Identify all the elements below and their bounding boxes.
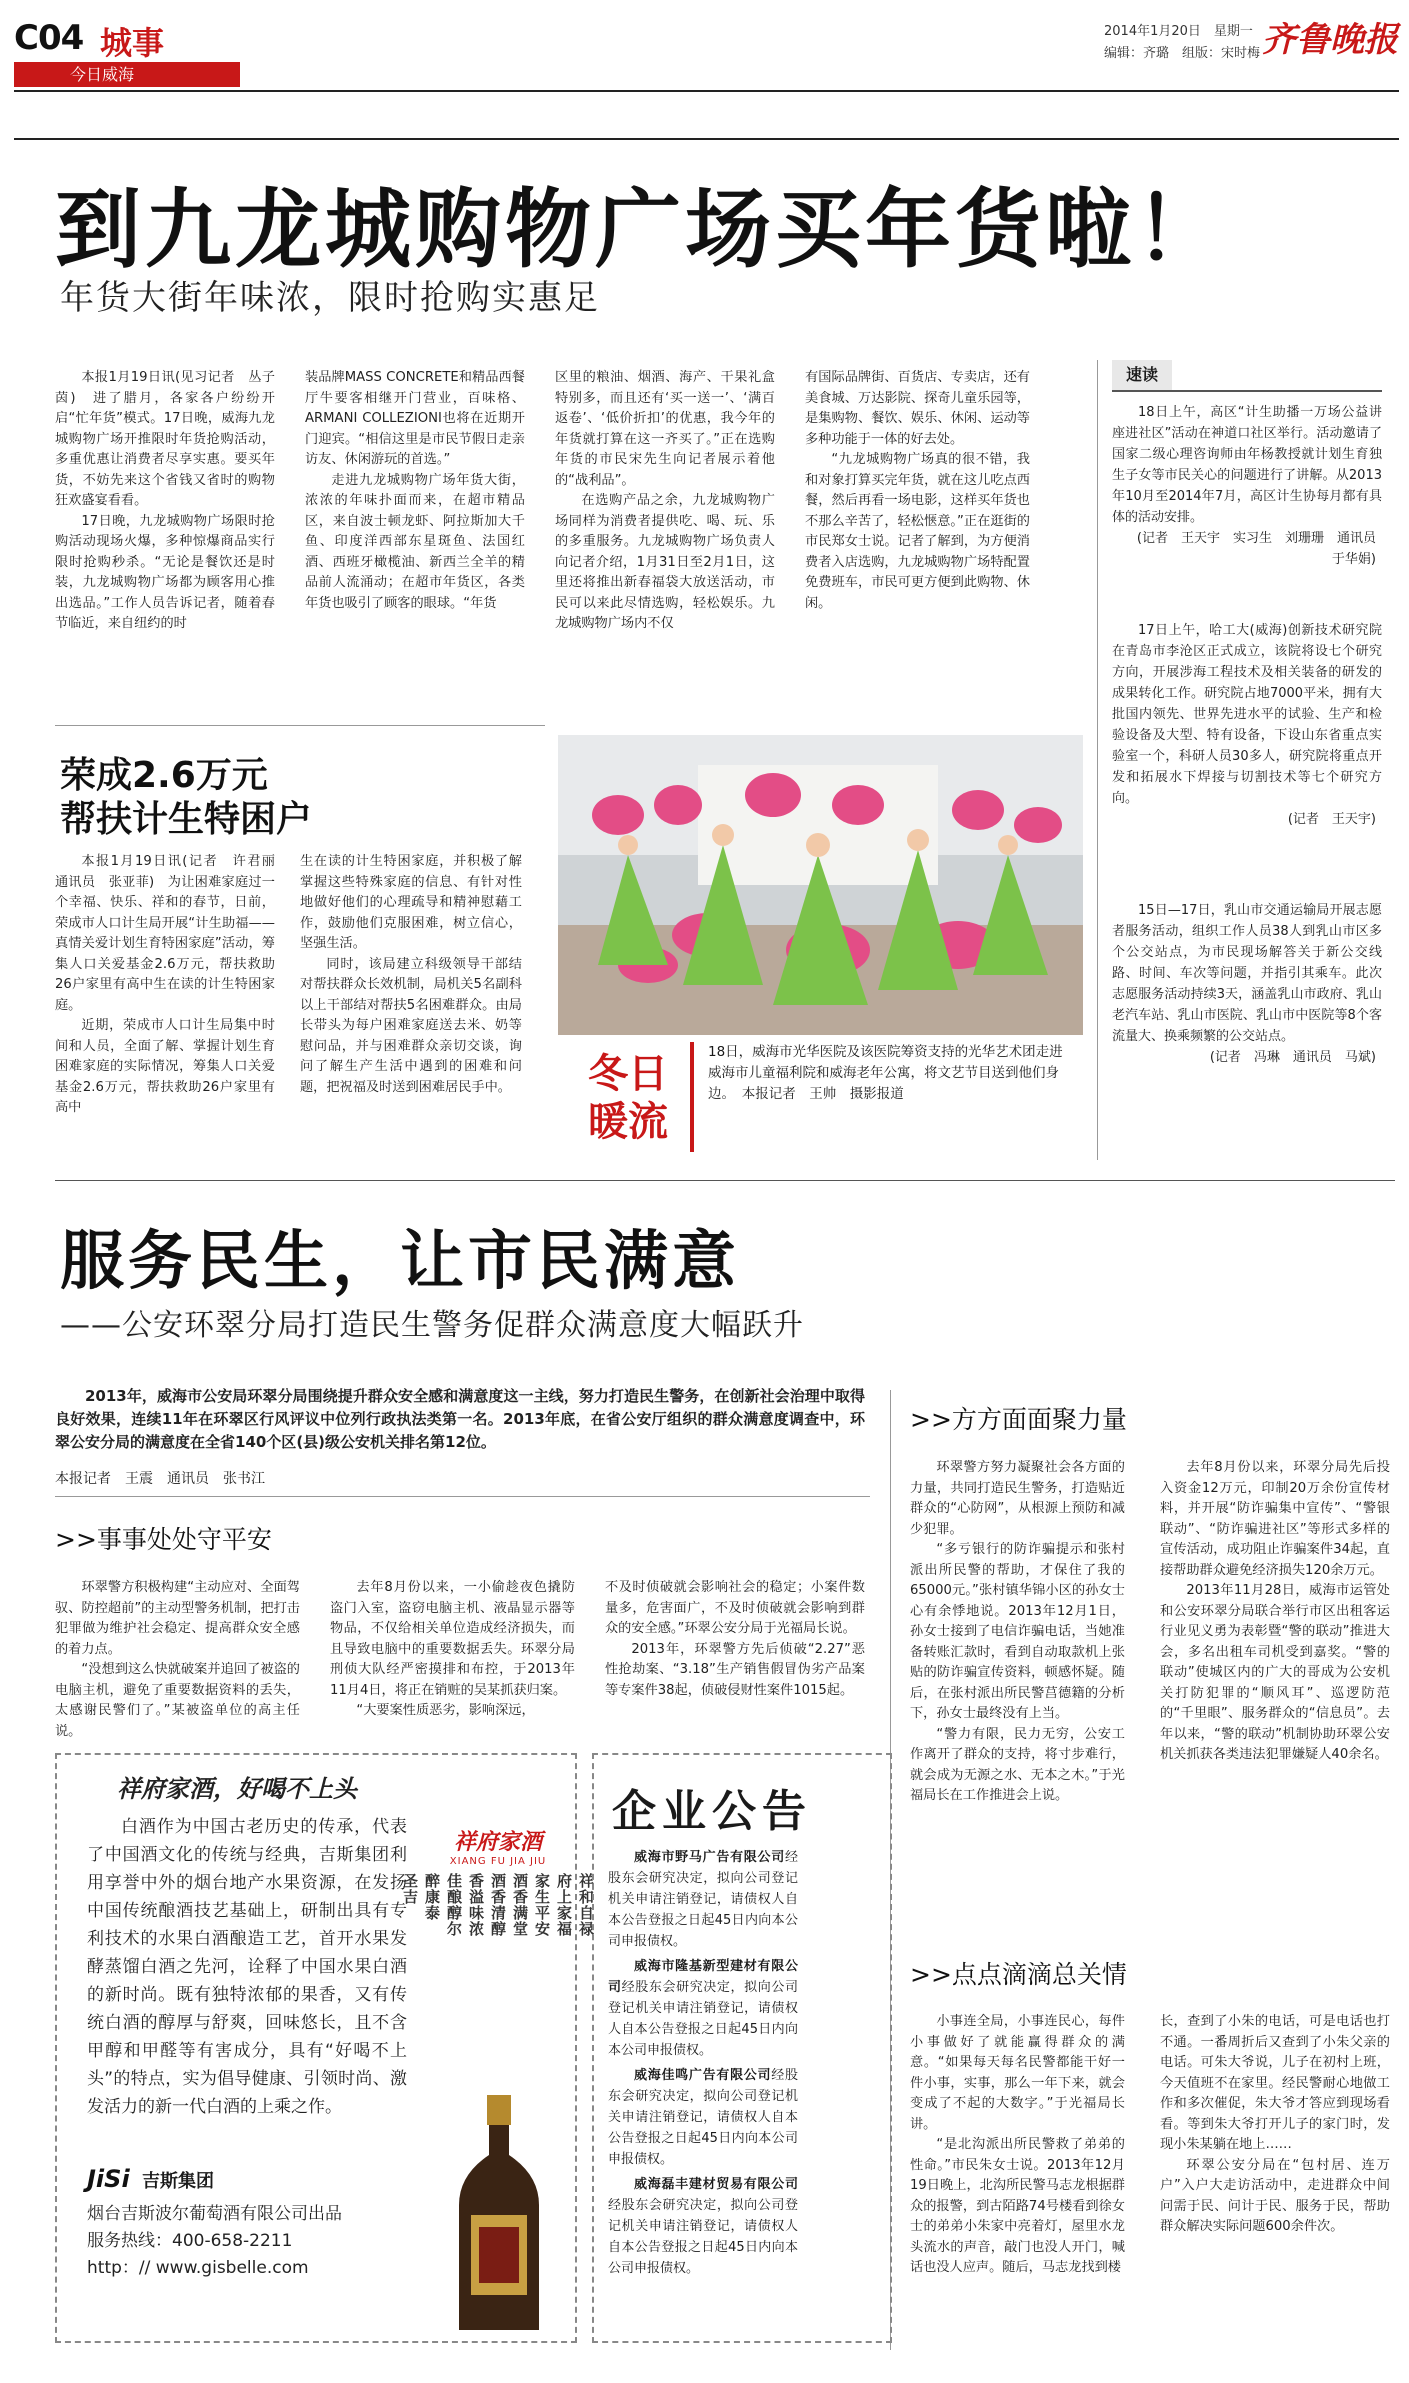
article2-column-2 [300,852,522,1144]
headline-rongcheng: 荣成2.6万元 帮扶计生特困户 [60,755,313,840]
article1-column-4 [805,368,1030,668]
liquor-advertisement [55,1753,595,2343]
article3-s1-column-1: 环翠警方积极构建“主动应对、全面驾驭、防控超前”的主动型警务机制，把打击犯罪做为维护社会稳定、提高群众安全感的着力点。 “没想到这么快就破案并追回了被盗的电脑主机，避免了重要数据资料的丢失，太感谢民警们了。”某被盗单位的高主任说。 [55,1580,300,1739]
notices-list [608,1847,798,2283]
article3-s2-column-1: 环翠警方努力凝聚社会各方面的力量，共同打造民生警务，打造贴近群众的“心防网”，从根源上预防和减少犯罪。 “多亏银行的防诈骗提示和张村派出所民警的帮助，才保住了我的65000元。”张村镇华锦小区的孙女士心有余悸地说。2013年12月1日，孙女士接到了电信诈骗电话，当她准备转账汇款时，看到自动取款机上张贴的防诈骗宣传资料，顿感怀疑。随后，在张村派出所民警莒德籍的分析下，孙女士最终没有上当。 “警力有限，民力无穷，公安工作离开了群众的支持，将寸步难行，就会成为无源之水、无本之木。”于光福局长在工作推进会上说。 [910,1460,1125,1803]
header-divider-lower [14,138,1399,140]
ad-slogan: 祥府家酒，好喝不上头 [117,1774,357,1803]
paragraph: 区里的粮油、烟酒、海产、干果礼盒特别多，而且还有‘买一送一’、‘满百返卷’、‘低价折扣’的优惠，我今年的年货就打算在这一齐买了。”正在选购年货的市民宋先生向记者展示着他的“战利品”。 [555,370,775,488]
sidebar-title: 速读 [1112,360,1382,392]
paragraph: “九龙城购物广场真的很不错，我和对象打算买完年货，就在这儿吃点西餐，然后再看一场电影，这样买年货也不那么辛苦了，轻松惬意。”正在逛街的市民郑女士说。记者了解到，为方便消费者入店选购，九龙城购物广场特配置免费班车，市民可更方便到此购物、休闲。 [805,452,1030,611]
ad-website-link[interactable]: http：// www.gisbelle.com [87,2258,309,2278]
paragraph: 装品牌MASS CONCRETE和精品西餐厅牛要客相继开门营业，百味格、ARMANI COLLEZIONI也将在近期开门迎宾。“相信这里是市民节假日走亲访友、休闲游玩的首选。” [305,370,525,467]
photo-caption: 18日，威海市光华医院及该医院筹资支持的光华艺术团走进威海市儿童福利院和威海老年公寓，将文艺节目送到他们身边。 本报记者 王帅 摄影报道 [708,1044,1063,1102]
notices-title: 企业公告 [612,1786,812,1837]
subsection-title-forces: >>方方面面聚力量 [910,1405,1127,1434]
ad-group-name: 吉斯集团 [141,2171,214,2192]
article3-byline: 本报记者 王震 通讯员 张书江 [55,1471,265,1487]
article3-s3-column-2: 长，查到了小朱的电话，可是电话也打不通。一番周折后又查到了小朱父亲的电话。可朱大爷说，儿子在初村上班，今天值班不在家里。经民警耐心地做工作和多次催促，朱大爷才答应到现场看看。等到朱大爷打开儿子的家门时，发现小朱某躺在地上…… 环翠公安分局在“包村居、连万户”入户大走访活动中，走进群众中间问需于民、问计于民、服务于民，帮助群众解决实际问题600余件次。 [1160,2014,1390,2234]
subsection-title-care: >>点点滴滴总关情 [910,1960,1127,1989]
article3-s3-column-1: 小事连全局，小事连民心，每件小事做好了就能赢得群众的满意。“如果每天每名民警都能干好一件小事，实事，那么一年下来，就会变成了不起的大数字。”于光福局长讲。 “是北沟派出所民警救了弟弟的性命。”市民朱女士说。2013年12月19日晚上，北沟所民警马志龙根据群众的报警，到古陌路74号楼看到徐女士的弟弟小朱家中亮着灯，屋里水龙头流水的声音，敲门也没人开门，喊话也没人应声。随后，马志龙找到楼 [910,2014,1125,2275]
sidebar-item-credit: (记者 王天宇) [1287,812,1376,827]
ad-brand-emblem [401,1825,595,2035]
subsection-title-safety: >>事事处处守平安 [55,1525,272,1554]
notice-item: 威海市隆基新型建材有限公司经股东会研究决定，拟向公司登记机关申请注销登记，请债权人自本公告登报之日起45日内向本公司申报债权。 [608,1959,798,2058]
notice-item: 威海佳鸣广告有限公司经股东会研究决定，拟向公司登记机关申请注销登记，请债权人自本公告登报之日起45日内向本公司申报债权。 [608,2068,798,2167]
quick-read-sidebar [1112,360,1392,1165]
notice-item: 威海磊丰建材贸易有限公司经股东会研究决定，拟向公司登记机关申请注销登记，请债权人自本公告登报之日起45日内向本公司申报债权。 [608,2177,798,2276]
headline-public-security: 服务民生，让市民满意 [60,1224,740,1299]
article3-s1-column-3: 不及时侦破就会影响社会的稳定；小案件数量多，危害面广，不及时侦破就会影响到群众的安全感。”环翠公安分局于光福局长说。 2013年，环翠警方先后侦破“2.27”恶性抢劫案、“3.18”生产销售假冒伪劣产品案等专案件38起，侦破侵财性案件1015起。 [605,1580,865,1698]
paragraph: 本报1月19日讯(见习记者 丛子茵) 进了腊月，各家各户纷纷开启“忙年货”模式。17日晚，威海九龙城购物广场开推限时年货抢购活动，多重优惠让消费者尽享实惠。要买年货，不妨先来这个省钱又省时的购物狂欢盛宴看看。 [55,370,275,508]
section-name: 城事 [100,24,165,62]
article3-s1-column-2: 去年8月份以来，一小偷趁夜色撬防盗门入室，盗窃电脑主机、液晶显示器等物品，不仅给相关单位造成经济损失，而且导致电脑中的重要数据丢失。环翠分局刑侦大队经严密摸排和布控，于2013年11月4日，将正在销赃的吴某抓获归案。 “大要案性质恶劣，影响深远， [330,1580,575,1718]
paragraph: 走进九龙城购物广场年货大街，浓浓的年味扑面而来，在超市精品区，来自波士顿龙虾、阿拉斯加大千鱼、印度洋西部东星斑鱼、法国红酒、西班牙橄榄油、新西兰全羊的精品前人流涌动；在超市年货区，各类年货也吸引了顾客的眼球。“年货 [305,472,525,611]
ad-body-text: 白酒作为中国古老历史的传承，代表了中国酒文化的传统与经典，吉斯集团利用享誉中外的烟台地产水果资源，在发扬中国传统酿酒技艺基础上，研制出具有专利技术的水果白酒酿造工艺，首开水果发酵蒸馏白酒之先河，诠释了中国水果白酒的新时尚。既有独特浓郁的果香，又有传统白酒的醇厚与舒爽，回味悠长，且不含甲醇和甲醛等有害成分，具有“好喝不上头”的特点，实为倡导健康、引领时尚、激发活力的新一代白酒的上乘之作。 [87,1817,407,2117]
paragraph: 有国际品牌街、百货店、专卖店，还有美食城、万达影院、探奇儿童乐园等，是集购物、餐饮、娱乐、休闲、运动等多种功能于一体的好去处。 [805,370,1030,447]
editors-credit: 编辑：齐璐 组版：宋时梅 [1104,46,1261,61]
article3-s2-column-2: 去年8月份以来，环翠分局先后投入资金12万元，印制20万余份宣传材料，并开展“防诈骗集中宣传”、“警银联动”、“防诈骗进社区”等形式多样的宣传活动，成功阻止诈骗案件34起，直接帮助群众避免经济损失120余万元。 2013年11月28日，威海市运管处和公安环翠分局联合举行市区出租客运行业见义勇为表彰暨“警的联动”推进大会，多名出租车司机受到嘉奖。“警的联动”使城区内的广大的哥成为公安机关打防犯罪的“顺风耳”、巡逻防范的“千里眼”、服务群众的“信息员”。去年以来，“警的联动”机制协助环翠公安机关抓获各类违法犯罪嫌疑人40余名。 [1160,1460,1390,1762]
article1-column-1 [55,368,275,668]
newspaper-logo: 齐鲁晚报 [1262,20,1398,60]
section-divider [55,1180,1395,1181]
notice-item: 威海市野马广告有限公司经股东会研究决定，拟向公司登记机关申请注销登记，请债权人自本公告登报之日起45日内向本公司申报债权。 [608,1850,798,1949]
paragraph: 本报1月19日讯(记者 许君丽 通讯员 张亚菲) 为让困难家庭过一个幸福、快乐、祥和的春节，日前，荣成市人口计生局开展“计生助福——真情关爱计划生育特困家庭”活动，筹集人口关爱基金2.6万元，帮扶救助26户家里有高中生在读的计生特困家庭。 [55,854,289,1013]
sidebar-item: 17日上午，哈工大(威海)创新技术研究院在青岛市李沧区正式成立，该院将设七个研究方向，开展涉海工程技术及相关装备的研发的成果转化工作。研究院占地7000平米，拥有大批国内领先、世界先进水平的试验、生产和检验设备及大型、特有设备，下设山东省重点实验室一个，科研人员30多人，研究院将重点开发和拓展水下焊接与切割技术等七个研究方向。 (记者 王天宇) [1112,620,1382,830]
jisi-logo-icon: JiSi [87,2165,130,2193]
article1-column-3 [555,368,775,668]
sidebar-item: 18日上午，高区“计生助播一万场公益讲座进社区”活动在神道口社区举行。活动邀请了国家二级心理咨询师由年杨教授就计划生育独生子女等市民关心的问题进行了讲解。从2013年10月至2014年7月，高区计生协每月都有具体的活动安排。 (记者 王天宇 实习生 刘珊珊 通讯员 于华娟) [1112,402,1382,570]
paragraph: 17日晚，九龙城购物广场限时抢购活动现场火爆，多种惊爆商品实行限时抢购秒杀。“无论是餐饮还是时装，九龙城购物广场都为顾客用心推出选品。”工作人员告诉记者，随着春节临近，来自纽约的时 [55,513,275,631]
byline-divider [55,1496,870,1497]
article1-column-2 [305,368,525,668]
subheadline-public-security: ——公安环翠分局打造民生警务促群众满意度大幅跃升 [60,1308,804,1343]
headline-shopping-plaza: 到九龙城购物广场买年货啦！ [55,179,1225,280]
article3-lead: 2013年，威海市公安局环翠分局围绕提升群众安全感和满意度这一主线，努力打造民生警务，在创新社会治理中取得良好效果，连续11年在环翠区行风评议中位列行政执法类第一名。2013年底，在省公安厅组织的群众满意度调查中，环翠公安分局的满意度在全省140个区(县)级公安机关排名第12位。 [55,1387,865,1451]
photo-label-bar [690,1042,694,1152]
ad-company-info: 烟台吉斯波尔葡萄酒有限公司出品 服务热线：400-658-2211 http：// www.gisbelle.com [87,2201,342,2282]
sidebar-item-credit: (记者 王天宇 实习生 刘珊珊 通讯员 于华娟) [1136,531,1390,567]
sidebar-item: 15日—17日，乳山市交通运输局开展志愿者服务活动，组织工作人员38人到乳山市区多个公交站点，为市民现场解答关于新公交线路、时间、车次等问题，并指引其乘车。此次志愿服务活动持续3天，涵盖乳山市政府、乳山老汽车站、乳山市医院、乳山市中医院等8个客流量大、换乘频繁的公交站点。 (记者 冯琳 通讯员 马斌) [1112,900,1382,1068]
liquor-bottle-icon [439,2095,559,2335]
header-divider [14,90,1399,92]
paragraph: 近期，荣成市人口计生局集中时间和人员，全面了解、掌握计划生育困难家庭的实际情况，筹集人口关爱基金2.6万元，帮扶救助26户家里有高中 [55,1018,275,1115]
ad-brand-verse: 祥和自禄 府上家福 家生平安 酒香满堂 酒香清醇 香溢味浓 佳酿醇尔 醉康泰 圣吉 [401,1873,595,1937]
column-divider [1097,360,1098,1160]
paragraph: 生在读的计生特困家庭，并积极了解掌握这些特殊家庭的信息、有针对性地做好他们的心理疏导和精神慰藉工作，鼓励他们克服困难，树立信心，坚强生活。 [300,854,522,951]
ad-brand-pinyin: XIANG FU JIA JIU [449,1856,547,1867]
subheadline-shopping-plaza: 年货大街年味浓，限时抢购实惠足 [60,278,600,318]
news-photo-dancers [558,735,1083,1035]
corporate-notices [592,1753,892,2343]
page-code: C04 [14,18,84,58]
sub-section-tab: 今日威海 [14,62,240,87]
ad-group-brand [87,2165,214,2193]
section-divider [55,725,545,726]
paragraph: 同时，该局建立科级领导干部结对帮扶群众长效机制，局机关5名副科以上干部结对帮扶5名困难群众。由局长带头为每户困难家庭送去米、奶等慰问品，并与困难群众亲切交谈，询问了解生产生活中遇到的困难和问题，把祝福及时送到困难居民手中。 [300,956,522,1095]
article2-column-1 [55,852,289,1144]
sidebar-item-credit: (记者 冯琳 通讯员 马斌) [1209,1050,1376,1065]
ad-brand-title: 祥府家酒 [453,1829,542,1855]
issue-date: 2014年1月20日 星期一 [1104,24,1253,39]
paragraph: 在选购产品之余，九龙城购物广场同样为消费者提供吃、喝、玩、乐的多重服务。九龙城购物广场负责人向记者介绍，1月31日至2月1日，这里还将推出新春福袋大放送活动，市民可以来此尽情选购，轻松娱乐。九龙城购物广场内不仅 [555,493,775,631]
photo-label: 冬日 暖流 [588,1051,668,1145]
